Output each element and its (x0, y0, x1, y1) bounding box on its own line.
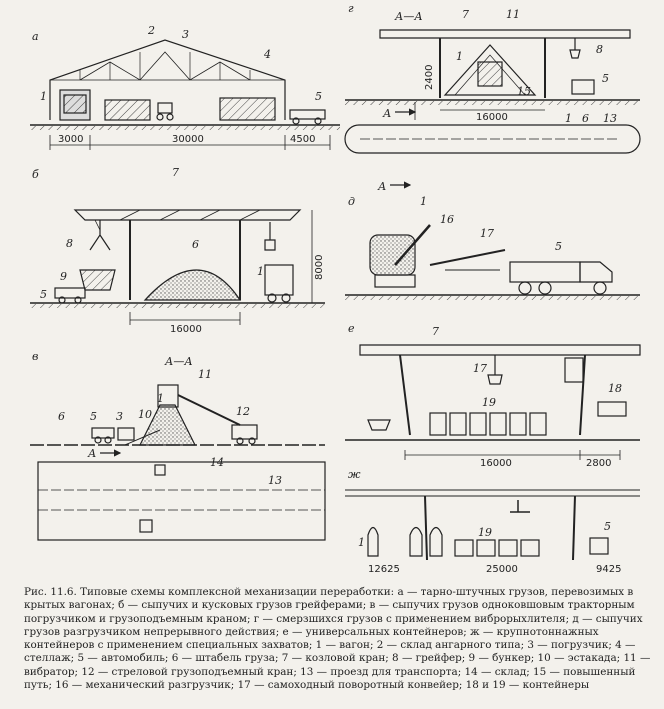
callout-b-7: 7 (172, 166, 179, 179)
callout-g-8: 8 (596, 43, 603, 56)
callout-v-11: 11 (198, 368, 212, 381)
callout-a-3: 3 (182, 28, 189, 41)
callout-d-16: 16 (440, 213, 454, 226)
callout-zh-5: 5 (604, 520, 611, 533)
callout-a-5: 5 (315, 90, 322, 103)
panel-letter-a: а (32, 30, 39, 43)
callout-a-2: 2 (148, 24, 155, 37)
callout-g-5: 5 (602, 72, 609, 85)
caption-body: а — тарно-штучных грузов, перевозимых в крытых вагонах; б — сыпучих и кусковых грузов грейферами; в — сыпучих грузов одноковшовым тракторным погрузчиком и грузоподъемным краном; г — смерзшихся грузов с применением виброрыхлителя; д — сыпучих грузов разгрузчиком непрерывного действия; е — универсальных контейнеров; ж — крупнотоннажных контейнеров с применением специальных захватов; 1 — вагон; 2 — склад ангарного типа; 3 — погрузчик; 4 — стеллаж; 5 — автомобиль; 6 — штабель груза; 7 — козловой кран; 8 — грейфер; 9 — бункер; 10 — эстакада; 11 — вибратор; 12 — стреловой грузоподъемный кран; 13 — проезд для транспорта; 14 — склад; 15 — повышенный путь; 16 — механический разгрузчик; 17 — самоходный поворотный конвейер; 18 и 19 — контейнеры (24, 586, 651, 692)
panel-letter-v: в (32, 350, 39, 363)
callout-d-17: 17 (480, 227, 494, 240)
dim-g-16000: 16000 (476, 112, 508, 123)
panel-letter-zh: ж (348, 468, 361, 481)
dim-a-30000: 30000 (172, 134, 204, 145)
callout-v-10: 10 (138, 408, 152, 421)
panel-letter-b: б (32, 168, 39, 181)
panel-letter-d: д (348, 195, 355, 208)
callout-d-5: 5 (555, 240, 562, 253)
panel-letter-e: е (348, 322, 355, 335)
dim-zh-12625: 12625 (368, 564, 400, 575)
callout-g-15: 15 (517, 85, 531, 98)
dim-b-16000: 16000 (170, 324, 202, 335)
callout-e-17: 17 (473, 362, 487, 375)
panel-v (30, 385, 325, 540)
panel-letter-g: г (348, 2, 354, 15)
section-label-v: А—А (165, 355, 193, 368)
callout-b-8: 8 (66, 237, 73, 250)
callout-g-11: 11 (506, 8, 520, 21)
callout-b-1: 1 (257, 265, 264, 278)
dim-a-3000: 3000 (58, 134, 84, 145)
callout-g-1: 1 (456, 50, 463, 63)
callout-b-5: 5 (40, 288, 47, 301)
callout-v-14: 14 (210, 456, 224, 469)
callout-v-1: 1 (157, 392, 164, 405)
callout-v-13: 13 (268, 474, 282, 487)
callout-v-12: 12 (236, 405, 250, 418)
panel-b (30, 210, 325, 325)
section-label-g: А—А (395, 10, 423, 23)
dim-zh-25000: 25000 (486, 564, 518, 575)
arrow-letter-d: А (378, 180, 387, 193)
caption-lead: Рис. 11.6. Типовые схемы комплексной механизации переработки: (24, 586, 395, 598)
callout-a-4: 4 (264, 48, 271, 61)
dim-e-16000: 16000 (480, 458, 512, 469)
callout-b-6: 6 (192, 238, 199, 251)
callout-a-1: 1 (40, 90, 47, 103)
callout-zh-19: 19 (478, 526, 492, 539)
dim-zh-9425: 9425 (596, 564, 622, 575)
callout-zh-1: 1 (358, 536, 365, 549)
figure-caption (24, 586, 654, 692)
callout-e-19: 19 (482, 396, 496, 409)
panel-zh (345, 490, 640, 560)
callout-g-13: 13 (603, 112, 617, 125)
callout-d-1: 1 (420, 195, 427, 208)
panel-d (345, 185, 640, 300)
dim-b-8000: 8000 (314, 254, 325, 280)
arrow-letter-g: А (383, 107, 392, 120)
callout-g-6: 6 (582, 112, 589, 125)
arrow-letter-v: А (88, 447, 97, 460)
callout-g-1b: 1 (565, 112, 572, 125)
callout-e-18: 18 (608, 382, 622, 395)
callout-g-7: 7 (462, 8, 469, 21)
callout-b-9: 9 (60, 270, 67, 283)
dim-e-2800: 2800 (586, 458, 612, 469)
dim-a-4500: 4500 (290, 134, 316, 145)
callout-v-5: 5 (90, 410, 97, 423)
callout-e-7: 7 (432, 325, 439, 338)
dim-g-2400: 2400 (424, 64, 435, 90)
callout-v-6: 6 (58, 410, 65, 423)
callout-v-3: 3 (116, 410, 123, 423)
